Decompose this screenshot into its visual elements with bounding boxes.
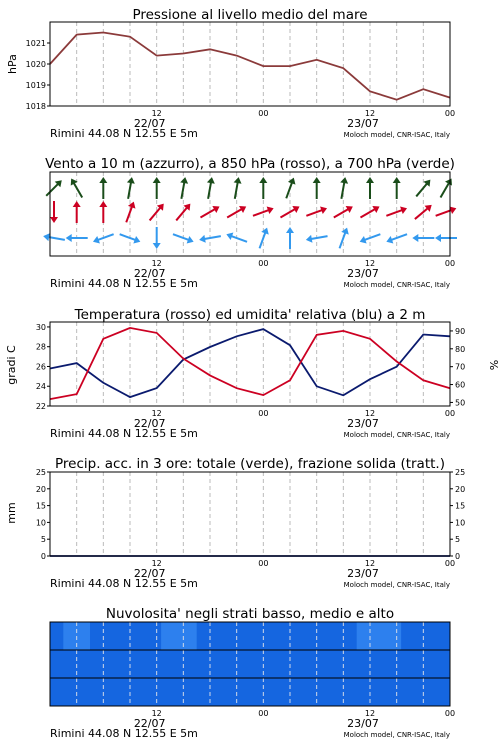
time-tick-label: 00 xyxy=(258,709,269,718)
wind-arrow-head xyxy=(288,176,298,184)
wind-arrow xyxy=(198,203,221,221)
date-label: 22/07 xyxy=(133,267,166,280)
y-tick-label: 20 xyxy=(455,484,466,494)
time-tick-label: 00 xyxy=(444,409,456,418)
wind-arrow xyxy=(225,203,248,221)
time-tick-label: 00 xyxy=(444,259,456,268)
wind-arrow xyxy=(437,176,455,199)
y-tick-label: 10 xyxy=(35,518,46,528)
wind-arrow-head xyxy=(99,201,107,207)
wind-arrow-head xyxy=(341,226,351,234)
y-tick-label: 5 xyxy=(455,535,461,545)
wind-arrow-head xyxy=(449,204,457,214)
pressure-grid xyxy=(77,22,424,106)
y-tick-label: 1020 xyxy=(25,60,46,69)
precip-ylabel: mm xyxy=(5,502,18,524)
temperature-frame xyxy=(50,322,450,406)
wind-arrow-head xyxy=(133,236,141,246)
wind-arrow-head xyxy=(412,234,418,242)
pressure-title: Pressione al livello medio del mare xyxy=(132,7,368,23)
cloud-cell xyxy=(161,622,197,650)
wind-arrow-head xyxy=(153,243,161,249)
y-tick-label: 5 xyxy=(40,535,46,545)
precip-grid xyxy=(77,472,424,556)
time-tick-label: 00 xyxy=(258,259,269,268)
wind-arrow-head xyxy=(42,232,49,241)
wind-arrow-head xyxy=(385,236,393,246)
wind-arrow-head xyxy=(239,203,248,213)
date-label: 23/07 xyxy=(347,267,379,280)
pressure-ylabel: hPa xyxy=(6,54,19,74)
wind-arrow xyxy=(435,234,457,242)
precip-time-axis xyxy=(50,559,455,590)
y-tick-label: 30 xyxy=(35,322,46,332)
wind-arrow-head xyxy=(153,177,161,183)
time-tick-label: 00 xyxy=(258,109,269,118)
precip-yticks-right xyxy=(450,468,465,561)
time-tick-label: 00 xyxy=(258,559,269,568)
time-tick-label: 12 xyxy=(151,109,162,118)
wind-arrow-head xyxy=(313,177,321,183)
time-tick-label: 12 xyxy=(151,709,162,718)
cloud-panel xyxy=(50,606,455,740)
wind-arrow xyxy=(358,203,381,221)
wind-arrow-head xyxy=(207,176,216,183)
pressure-panel xyxy=(6,7,455,140)
credit-label: Moloch model, CNR-ISAC, Italy xyxy=(343,131,450,139)
wind-arrow-head xyxy=(187,236,195,246)
y-tick-label: 50 xyxy=(455,398,466,408)
wind-arrow-head xyxy=(99,177,107,183)
date-label: 22/07 xyxy=(133,567,166,580)
wind-arrow xyxy=(259,177,267,199)
wind-arrow xyxy=(42,232,65,244)
location-label: Rimini 44.08 N 12.55 E 5m xyxy=(50,127,198,140)
precip-frame xyxy=(50,472,450,556)
temperature-time-axis xyxy=(50,409,455,440)
y-tick-label: 24 xyxy=(35,382,46,392)
date-label: 22/07 xyxy=(133,417,166,430)
wind-arrow-head xyxy=(393,177,401,183)
credit-label: Moloch model, CNR-ISAC, Italy xyxy=(343,581,450,589)
location-label: Rimini 44.08 N 12.55 E 5m xyxy=(50,727,198,740)
y-tick-label: 26 xyxy=(35,362,46,372)
pressure-yticks xyxy=(26,39,50,111)
time-tick-label: 12 xyxy=(151,259,162,268)
y-tick-label: 1019 xyxy=(25,81,46,90)
humidity-yticks xyxy=(450,327,465,407)
time-tick-label: 12 xyxy=(151,559,162,568)
credit-label: Moloch model, CNR-ISAC, Italy xyxy=(343,731,450,739)
wind-arrow xyxy=(286,227,294,249)
wind-arrow-head xyxy=(435,234,441,242)
wind-arrow xyxy=(434,204,457,219)
time-tick-label: 00 xyxy=(444,559,456,568)
wind-arrow-head xyxy=(73,201,81,207)
wind-arrow-head xyxy=(305,235,312,244)
time-tick-label: 00 xyxy=(258,409,269,418)
y-tick-label: 10 xyxy=(455,518,466,528)
wind-panel xyxy=(42,156,457,290)
date-label: 23/07 xyxy=(347,567,379,580)
wind-arrow-head xyxy=(198,235,205,244)
credit-label: Moloch model, CNR-ISAC, Italy xyxy=(343,431,450,439)
time-tick-label: 12 xyxy=(364,409,376,418)
time-tick-label: 12 xyxy=(364,109,376,118)
y-tick-label: 0 xyxy=(40,552,46,561)
time-tick-label: 00 xyxy=(444,109,456,118)
date-label: 22/07 xyxy=(133,717,166,730)
y-tick-label: 70 xyxy=(455,362,466,372)
y-tick-label: 80 xyxy=(455,344,466,354)
wind-arrow-head xyxy=(400,204,408,214)
temperature-panel xyxy=(5,307,500,440)
wind-arrow xyxy=(173,201,193,223)
location-label: Rimini 44.08 N 12.55 E 5m xyxy=(50,427,198,440)
wind-arrow-head xyxy=(66,234,72,242)
wind-arrow-head xyxy=(340,176,349,183)
wind-arrow xyxy=(153,227,161,249)
wind-arrow xyxy=(153,177,161,199)
wind-arrow-head xyxy=(292,203,301,213)
humidity-ylabel: % xyxy=(487,359,500,371)
y-tick-label: 60 xyxy=(455,380,466,390)
wind-arrow xyxy=(412,202,434,222)
wind-arrow-head xyxy=(212,203,221,213)
temperature-yticks xyxy=(36,323,50,411)
wind-arrow-head xyxy=(366,177,374,183)
wind-arrow xyxy=(313,177,321,199)
date-label: 23/07 xyxy=(347,417,379,430)
wind-arrows xyxy=(42,176,457,249)
wind-title: Vento a 10 m (azzurro), a 850 hPa (rosso), a 700 hPa (verde) xyxy=(45,156,455,172)
date-label: 23/07 xyxy=(347,117,379,130)
y-tick-label: 90 xyxy=(455,326,466,336)
precip-panel xyxy=(5,456,465,590)
wind-arrow-head xyxy=(234,176,243,183)
pressure-line xyxy=(50,33,450,100)
wind-arrow-head xyxy=(267,204,275,214)
y-tick-label: 28 xyxy=(35,342,46,352)
credit-label: Moloch model, CNR-ISAC, Italy xyxy=(343,281,450,289)
wind-arrow-head xyxy=(358,236,366,246)
cloud-title: Nuvolosita' negli strati basso, medio e alto xyxy=(105,606,395,622)
time-tick-label: 12 xyxy=(364,559,376,568)
wind-arrow-head xyxy=(372,203,381,213)
wind-arrow-head xyxy=(346,203,355,213)
wind-arrow xyxy=(332,203,355,221)
wind-arrow xyxy=(147,201,167,223)
y-tick-label: 20 xyxy=(35,484,46,494)
precip-title: Precip. acc. in 3 ore: totale (verde), frazione solida (tratt.) xyxy=(55,456,445,472)
wind-arrow-head xyxy=(261,226,271,234)
y-tick-label: 1021 xyxy=(25,39,46,48)
location-label: Rimini 44.08 N 12.55 E 5m xyxy=(50,277,198,290)
wind-arrow xyxy=(73,201,81,223)
wind-arrow-head xyxy=(180,176,189,183)
time-tick-label: 00 xyxy=(444,709,456,718)
y-tick-label: 22 xyxy=(35,402,46,411)
humidity-line xyxy=(50,329,450,397)
cloud-cell xyxy=(357,622,401,650)
location-label: Rimini 44.08 N 12.55 E 5m xyxy=(50,577,198,590)
time-tick-label: 12 xyxy=(364,709,376,718)
wind-arrow xyxy=(99,177,107,199)
temperature-grid xyxy=(77,322,424,406)
time-tick-label: 12 xyxy=(151,409,162,418)
pressure-frame xyxy=(50,22,450,106)
y-tick-label: 1018 xyxy=(25,102,46,111)
y-tick-label: 0 xyxy=(455,552,461,561)
wind-arrow-head xyxy=(128,200,138,208)
wind-arrow-head xyxy=(127,176,136,183)
wind-arrow-head xyxy=(50,217,58,223)
wind-arrow xyxy=(99,201,107,223)
wind-arrow xyxy=(278,203,301,221)
temperature-line xyxy=(50,328,450,399)
cloud-time-axis xyxy=(50,709,455,740)
wind-arrow-head xyxy=(68,176,78,185)
wind-arrow xyxy=(366,177,374,199)
time-tick-label: 12 xyxy=(364,259,376,268)
wind-arrow-head xyxy=(92,236,100,246)
y-tick-label: 15 xyxy=(35,501,46,511)
wind-arrow xyxy=(393,177,401,199)
temperature-ylabel: gradi C xyxy=(5,345,18,385)
wind-time-axis xyxy=(50,259,455,290)
wind-arrow-head xyxy=(286,227,294,233)
temperature-title: Temperatura (rosso) ed umidita' relativa (blu) a 2 m xyxy=(74,307,426,323)
y-tick-label: 15 xyxy=(455,501,466,511)
cloud-cells xyxy=(50,622,450,706)
wind-arrow xyxy=(43,177,64,198)
y-tick-label: 25 xyxy=(35,468,46,477)
precip-yticks xyxy=(36,468,50,561)
wind-arrow-head xyxy=(320,204,328,214)
wind-arrow-head xyxy=(259,177,267,183)
wind-arrow xyxy=(50,201,58,223)
date-label: 23/07 xyxy=(347,717,379,730)
y-tick-label: 25 xyxy=(455,468,466,477)
date-label: 22/07 xyxy=(133,117,166,130)
pressure-time-axis xyxy=(50,109,455,140)
wind-arrow-head xyxy=(225,230,233,240)
